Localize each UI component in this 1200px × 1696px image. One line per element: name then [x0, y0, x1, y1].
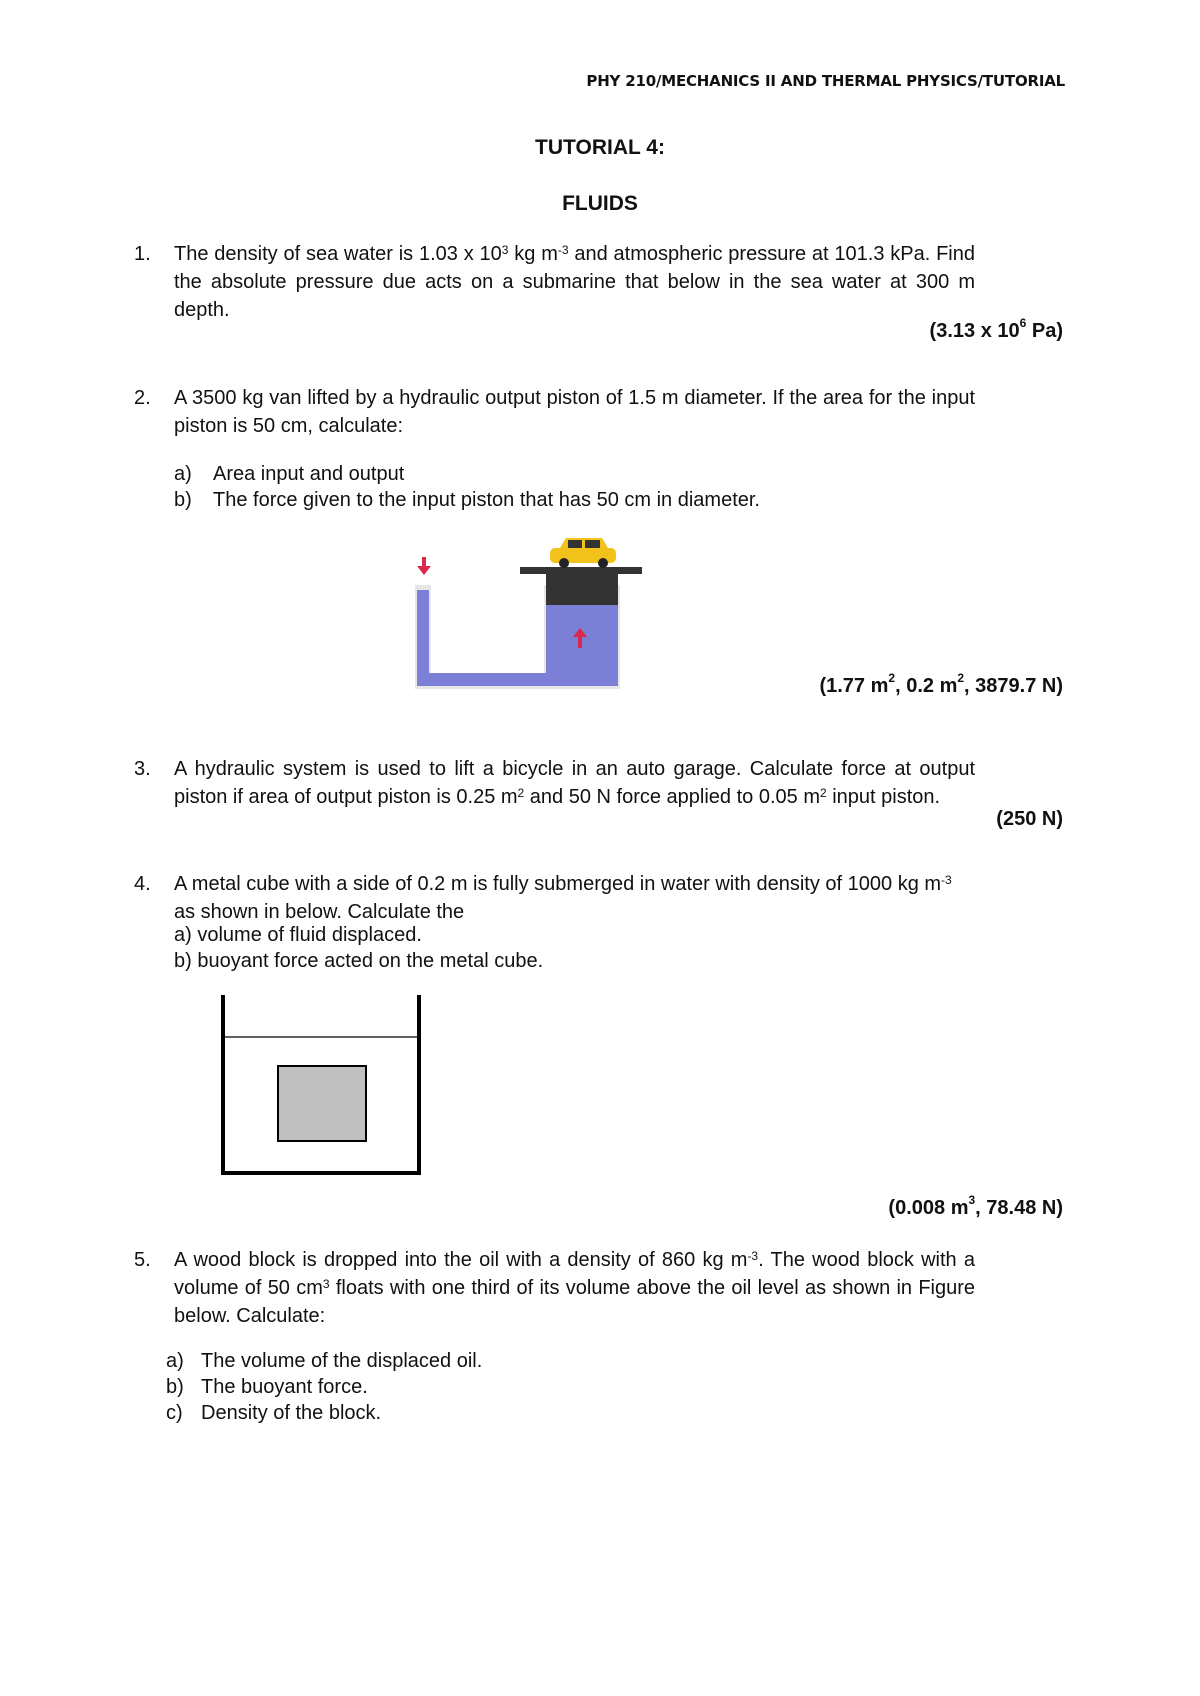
question-4-part-a: a) volume of fluid displaced.	[174, 924, 422, 946]
down-arrow-icon	[417, 557, 431, 575]
question-5-text: A wood block is dropped into the oil with a density of 860 kg $m^{-3}$. The wood block with a volume of 50 $cm^3$ floats with one third of its volume above the oil level as shown in Figure below. Calculate:	[174, 1249, 976, 1327]
car-icon	[550, 538, 616, 568]
question-4-number: 4.	[134, 873, 151, 895]
output-piston	[546, 573, 618, 605]
question-5-part-c: Density of the block.	[201, 1402, 382, 1424]
question-2-part-b-label: b)	[174, 489, 192, 511]
question-5-part-a: The volume of the displaced oil.	[201, 1350, 483, 1372]
question-5-part-c-label: c)	[166, 1402, 183, 1424]
question-3-answer: (250 N)	[996, 808, 1063, 830]
question-4-text: A metal cube with a side of 0.2 m is fully submerged in water with density of 1000 kg $m^{-3}$ as shown in below. Calculate the	[174, 873, 952, 923]
question-2-text: A 3500 kg van lifted by a hydraulic output piston of 1.5 m diameter. If the area for the input piston is 50 cm, calculate:	[174, 387, 975, 437]
tank-right-wall	[417, 995, 421, 1175]
tutorial-title: TUTORIAL 4:	[535, 136, 665, 159]
question-2-answer: (1.77 $m^2$, 0.2 $m^2$, 3879.7 N)	[819, 671, 1063, 697]
question-1-text: The density of sea water is 1.03 x $10^3$ kg $m^{-3}$ and atmospheric pressure at 101.3 kPa. Find the absolute pressure due acts on a submarine that below in the sea water at 300 m depth.	[174, 243, 975, 321]
question-1-answer: (3.13 x $10^6$ Pa)	[929, 316, 1063, 342]
input-column-fluid	[417, 590, 429, 686]
hydraulic-lift-diagram	[410, 535, 650, 695]
question-2-number: 2.	[134, 387, 151, 409]
question-2-part-a-label: a)	[174, 463, 192, 485]
question-5-part-b-label: b)	[166, 1376, 184, 1398]
tank-bottom	[221, 1171, 421, 1175]
question-5-number: 5.	[134, 1249, 151, 1271]
question-4-answer: (0.008 $m^3$, 78.48 N)	[888, 1193, 1063, 1219]
question-3-number: 3.	[134, 758, 151, 780]
course-header: PHY 210/MECHANICS II AND THERMAL PHYSICS/TUTORIAL	[586, 72, 1065, 90]
question-2-part-b: The force given to the input piston that has 50 cm in diameter.	[213, 489, 760, 511]
question-3-text: A hydraulic system is used to lift a bicycle in an auto garage. Calculate force at output piston if area of output piston is 0.25 $m^2$ and 50 N force applied to 0.05 $m^2$ input piston.	[174, 758, 975, 808]
question-4-part-b: b) buoyant force acted on the metal cube.	[174, 950, 544, 972]
question-2-part-a: Area input and output	[213, 463, 405, 485]
question-5-part-b: The buoyant force.	[201, 1376, 368, 1398]
question-5-part-a-label: a)	[166, 1350, 184, 1372]
topic-title: FLUIDS	[562, 192, 638, 215]
tank-left-wall	[221, 995, 225, 1175]
question-1-number: 1.	[134, 243, 151, 265]
submerged-cube-diagram	[218, 995, 428, 1180]
lift-platform	[520, 567, 642, 574]
metal-cube	[278, 1066, 366, 1141]
